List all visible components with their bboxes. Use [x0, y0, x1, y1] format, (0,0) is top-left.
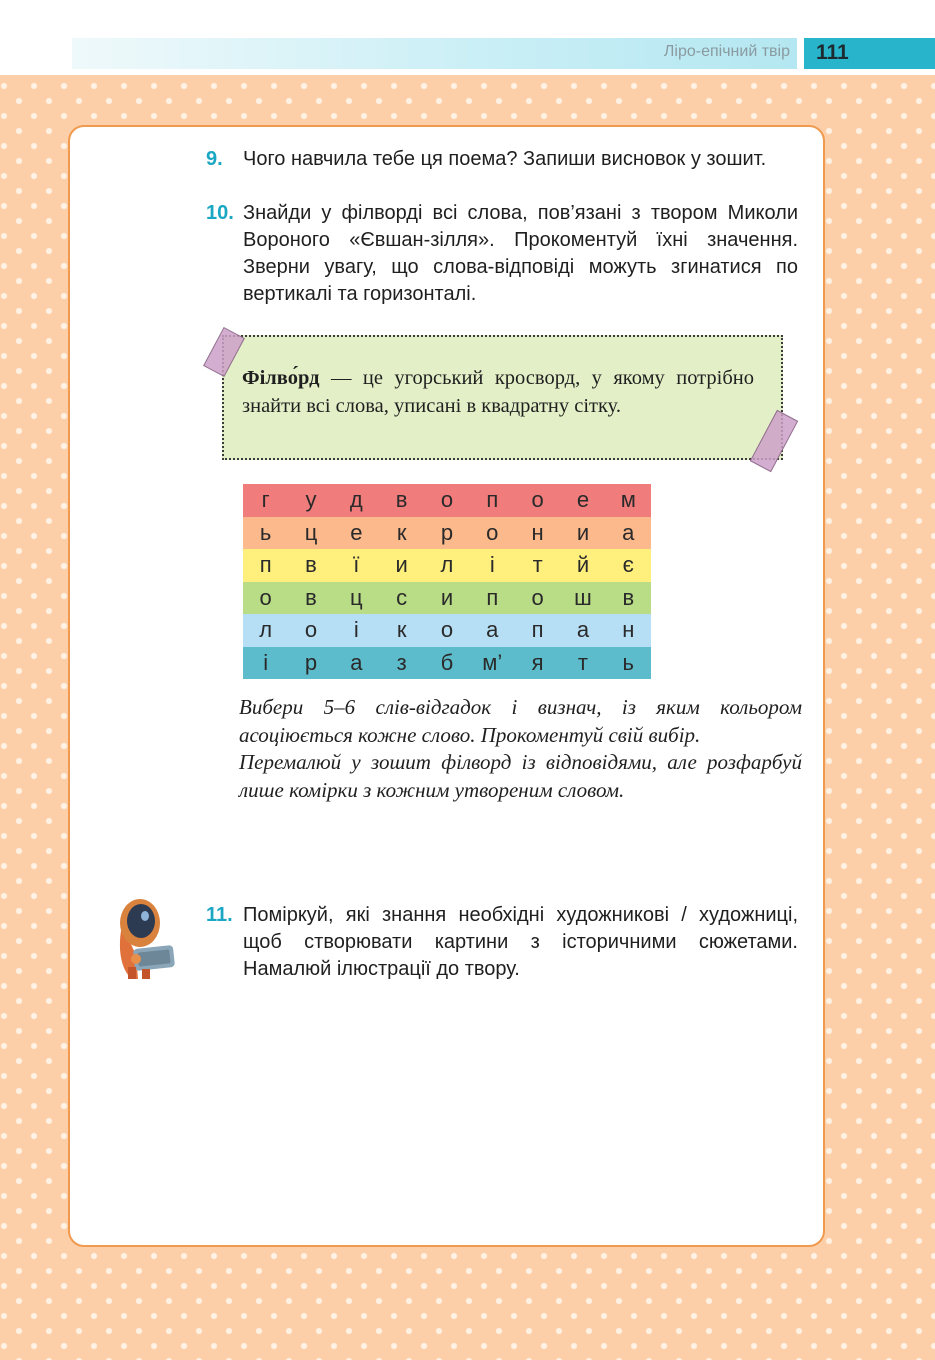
filword-cell: н [622, 617, 635, 642]
filword-cell: и [440, 584, 454, 610]
robot-mascot-icon [110, 895, 180, 981]
chapter-title: Ліро-епічний твір [663, 43, 790, 60]
instruction-1: Вибери 5–6 слів-відгадок і визнач, із яким кольором асоціюється кожне слово. Прокоментуй свій вибір. [239, 695, 802, 747]
filword-cell: г [261, 487, 270, 512]
filword-row [243, 549, 651, 582]
filword-cell: л [259, 617, 273, 642]
filword-cell: а [486, 617, 499, 642]
filword-instructions [239, 694, 802, 804]
filword-cell: п [486, 487, 499, 512]
filword-cell: т [532, 552, 543, 577]
filword-cell: н [531, 519, 544, 545]
filword-cell: в [622, 584, 635, 610]
filword-cell: р [440, 519, 454, 545]
task-10 [206, 200, 798, 308]
filword-row [243, 614, 651, 647]
filword-cell: о [304, 617, 318, 642]
filword-row [243, 647, 651, 680]
task-11 [206, 902, 798, 983]
task-number: 10. [206, 202, 234, 224]
instruction-2: Перемалюй у зошит філворд із відповідями, але розфарбуй лише комірки з кожним утвореним словом. [239, 750, 802, 802]
definition-box [222, 335, 783, 460]
filword-cell: б [440, 649, 454, 675]
filword-cell: ь [259, 519, 272, 545]
filword-cell: ц [350, 584, 363, 610]
filword-cell: е [350, 519, 363, 545]
task-text: Знайди у філворді всі слова, пов’язані з твором Миколи Вороного «Євшан-зілля». Прокоментуй їхні значення. Зверни увагу, що слова-відповіді можуть згинатися по вертикалі та горизонталі. [243, 202, 798, 305]
filword-cell: в [305, 552, 317, 577]
filword-cell: р [304, 649, 318, 675]
page-number: 111 [816, 41, 849, 64]
filword-cell: д [349, 487, 363, 512]
filword-cell: и [395, 552, 408, 577]
filword-cell: м’ [482, 649, 503, 675]
filword-cell: к [396, 617, 407, 642]
filword-cell: л [440, 552, 454, 577]
filword-cell: ш [574, 584, 592, 610]
filword-cell: ь [622, 649, 635, 675]
task-number: 11. [206, 904, 233, 926]
filword-cell: о [531, 584, 544, 610]
filword-cell: і [353, 617, 359, 642]
filword-cell: а [622, 519, 635, 545]
filword-cell: е [576, 487, 590, 512]
filword-cell: а [576, 617, 590, 642]
filword-cell: м [620, 487, 636, 512]
filword-cell: у [305, 487, 317, 512]
definition-term: Філво́рд [242, 367, 320, 389]
filword-grid [243, 484, 651, 679]
filword-cell: а [350, 649, 363, 675]
filword-cell: п [486, 584, 499, 610]
filword-cell: о [486, 519, 499, 545]
filword-cell: к [396, 519, 407, 545]
definition-text [242, 364, 754, 420]
filword-cell: с [396, 584, 408, 610]
task-9 [206, 146, 798, 173]
filword-cell: о [440, 487, 454, 512]
filword-row [243, 484, 651, 517]
filword-cell: и [576, 519, 590, 545]
filword-cell: п [531, 617, 544, 642]
filword-cell: в [305, 584, 317, 610]
filword-cell: й [576, 552, 590, 577]
filword-cell: і [263, 649, 269, 675]
task-text: Поміркуй, які знання необхідні художникові / художниці, щоб створювати картини з історичними сюжетами. Намалюй ілюстрації до твору. [243, 904, 798, 980]
filword-cell: з [396, 649, 407, 675]
filword-cell: є [622, 552, 634, 577]
filword-cell: в [395, 487, 408, 512]
filword-cell: о [440, 617, 454, 642]
filword-cell: п [259, 552, 272, 577]
filword-cell: ї [353, 552, 360, 577]
filword-cell: і [489, 552, 495, 577]
task-number: 9. [206, 148, 223, 170]
filword-cell: т [577, 649, 588, 675]
filword-cell: о [531, 487, 544, 512]
filword-cell: я [531, 649, 544, 675]
filword-cell: о [259, 584, 272, 610]
definition-body: — це угорський кросворд, у якому потрібно знайти всі слова, уписані в квадратну сітку. [242, 367, 754, 417]
task-text: Чого навчила тебе ця поема? Запиши висновок у зошит. [243, 148, 767, 170]
filword-row [243, 517, 651, 550]
filword-cell: ц [304, 519, 318, 545]
filword-row [243, 582, 651, 615]
